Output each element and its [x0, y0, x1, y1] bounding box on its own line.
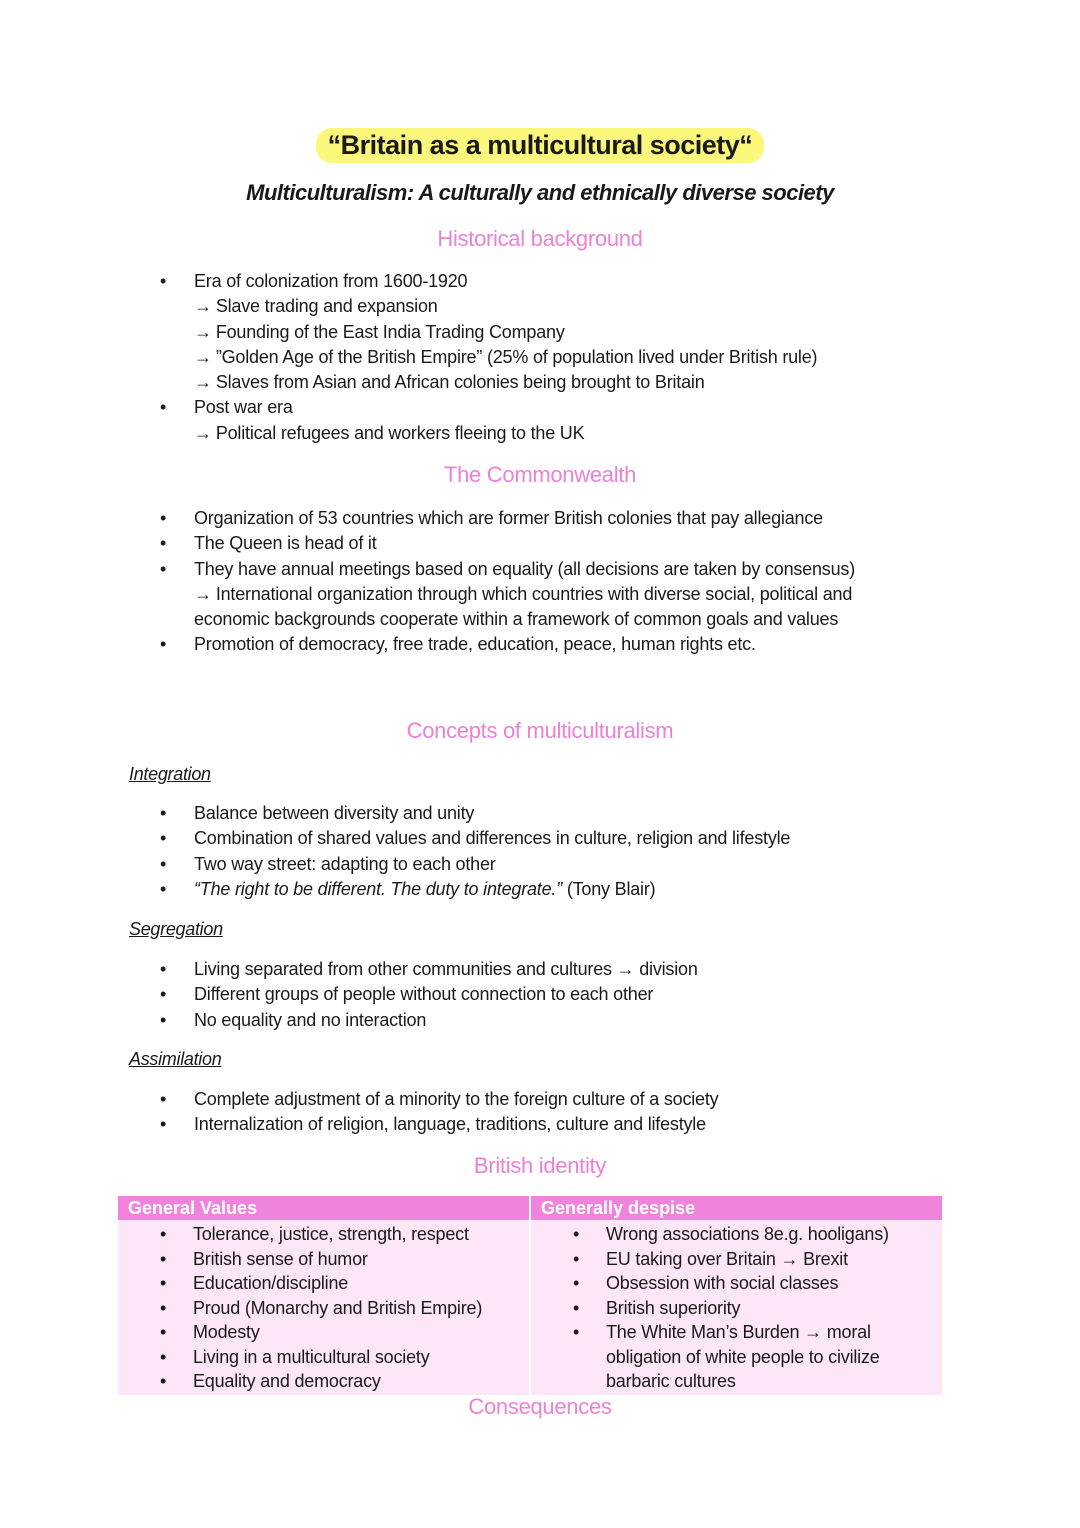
arrow-icon: → [194, 321, 212, 342]
list-item: barbaric cultures [606, 1371, 736, 1391]
quote: “The right to be different. The duty to integrate.” [194, 878, 563, 899]
list-item: • Wrong associations 8e.g. hooligans) [531, 1222, 942, 1247]
segregation-heading: Segregation [129, 919, 223, 939]
list-item: → Slave trading and expansion [194, 296, 438, 317]
segregation-list [160, 957, 698, 1033]
identity-heading: British identity [473, 1153, 607, 1178]
list-item: • Living separated from other communities and cultures → division [160, 957, 698, 982]
list-item: economic backgrounds cooperate within a framework of common goals and values [194, 609, 839, 630]
list-item: → Slaves from Asian and African colonies being brought to Britain [194, 372, 705, 393]
page-title-text: “Britain as a multicultural society“ [316, 128, 765, 163]
concepts-heading: Concepts of multiculturalism [406, 718, 674, 743]
commonwealth-heading: The Commonwealth [443, 462, 637, 487]
values-header: General Values [118, 1196, 530, 1220]
assimilation-list [160, 1087, 718, 1138]
assimilation-heading: Assimilation [129, 1049, 222, 1069]
commonwealth-list [160, 506, 855, 658]
list-item: obligation of white people to civilize [606, 1346, 880, 1367]
arrow-icon: → [194, 296, 212, 317]
list-item: • Organization of 53 countries which are former British colonies that pay allegiance [160, 506, 855, 531]
list-item: • No equality and no interaction [160, 1008, 698, 1033]
historical-heading: Historical background [437, 226, 643, 251]
list-item: • Living in a multicultural society [118, 1345, 529, 1370]
identity-table [118, 1196, 942, 1395]
page-subtitle: Multiculturalism: A culturally and ethnically diverse society [246, 180, 834, 205]
arrow-icon: → [194, 583, 212, 604]
list-item: • British sense of humor [118, 1247, 529, 1272]
list-item: • Proud (Monarchy and British Empire) [118, 1296, 529, 1321]
list-item: • Balance between diversity and unity [160, 801, 790, 826]
despise-cell [530, 1220, 942, 1395]
list-item: • Modesty [118, 1320, 529, 1345]
consequences-heading: Consequences [468, 1394, 612, 1419]
list-item: • Complete adjustment of a minority to the foreign culture of a society [160, 1087, 718, 1112]
list-item: → International organization through which countries with diverse social, political and [194, 583, 853, 604]
list-item: • Era of colonization from 1600-1920 [160, 269, 817, 294]
arrow-icon: → [194, 372, 212, 393]
list-item: • Post war era [160, 395, 817, 420]
list-item: • Different groups of people without connection to each other [160, 982, 698, 1007]
list-item: • Obsession with social classes [531, 1271, 942, 1296]
list-item: • Equality and democracy [118, 1369, 529, 1394]
values-cell [118, 1220, 530, 1395]
list-item: • Education/discipline [118, 1271, 529, 1296]
list-item: • Internalization of religion, language, traditions, culture and lifestyle [160, 1112, 718, 1137]
arrow-icon: → [194, 346, 212, 367]
list-item: • Promotion of democracy, free trade, education, peace, human rights etc. [160, 632, 855, 657]
list-item: • Combination of shared values and differences in culture, religion and lifestyle [160, 826, 790, 851]
arrow-icon: → [194, 422, 212, 443]
list-item: • British superiority [531, 1296, 942, 1321]
list-item: → Founding of the East India Trading Company [194, 321, 565, 342]
list-item: • EU taking over Britain → Brexit [531, 1247, 942, 1272]
quote-author: (Tony Blair) [566, 878, 656, 899]
list-item: • The White Man’s Burden → moral [531, 1320, 942, 1345]
list-item: → Political refugees and workers fleeing to the UK [194, 422, 585, 443]
page-title [0, 128, 1080, 163]
integration-heading: Integration [129, 764, 211, 784]
integration-list [160, 801, 790, 902]
despise-header: Generally despise [530, 1196, 942, 1220]
list-item: • The Queen is head of it [160, 531, 855, 556]
list-item: • They have annual meetings based on equality (all decisions are taken by consensus) [160, 557, 855, 582]
historical-list [160, 269, 817, 446]
list-item: → ”Golden Age of the British Empire” (25% of population lived under British rule) [194, 346, 818, 367]
list-item: • Two way street: adapting to each other [160, 852, 790, 877]
list-item: • Tolerance, justice, strength, respect [118, 1222, 529, 1247]
list-item [160, 877, 790, 902]
